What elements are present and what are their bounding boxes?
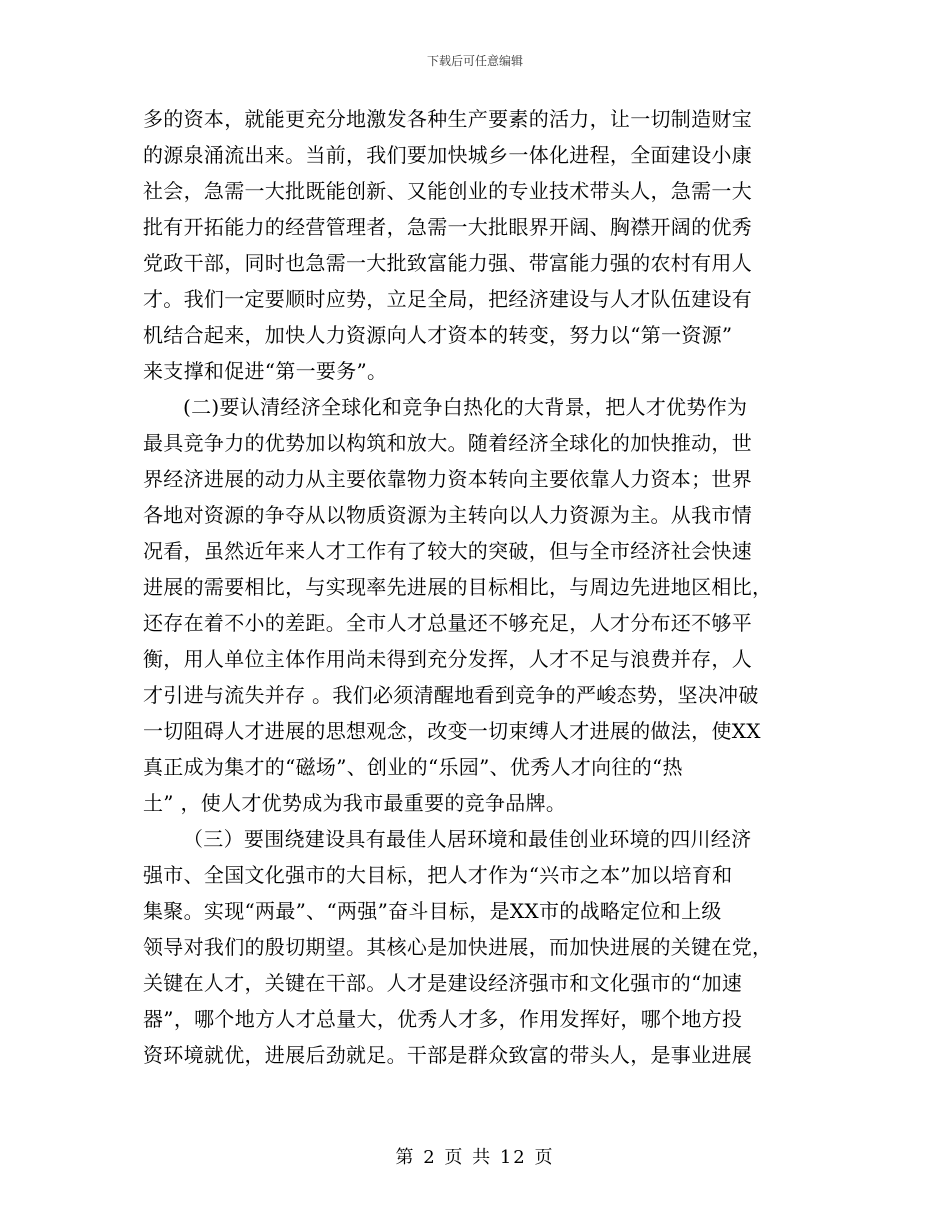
text-line: 进展的需要相比，与实现率先进展的目标相比，与周边先进地区相比， (143, 575, 773, 599)
text-line: 真正成为集才的“磁场”、创业的“乐园”、优秀人才向往的“热 (143, 755, 683, 779)
text-line: 衡，用人单位主体作用尚未得到充分发挥，人才不足与浪费并存，人 (143, 647, 752, 671)
text-line: 各地对资源的争夺从以物质资源为主转向以人力资源为主。从我市情 (143, 503, 752, 527)
page-number-footer: 第 2 页 共 12 页 (395, 1147, 555, 1168)
text-line: 党政干部，同时也急需一大批致富能力强、带富能力强的农村有用人 (143, 251, 752, 275)
text-line: 才引进与流失并存 。我们必须清醒地看到竞争的严峻态势，坚决冲破 (143, 683, 759, 707)
body-text (143, 101, 801, 1073)
paragraph-start-line: (二)要认清经济全球化和竞争白热化的大背景，把人才优势作为 (183, 395, 748, 419)
text-line: 社会，急需一大批既能创新、又能创业的专业技术带头人，急需一大 (143, 179, 752, 203)
text-line: 关键在人才，关键在干部。人才是建设经济强市和文化强市的“加速 (143, 971, 743, 995)
text-line: 器”，哪个地方人才总量大，优秀人才多，作用发挥好，哪个地方投 (143, 1007, 743, 1031)
text-line: 集聚。实现“两最”、“两强”奋斗目标，是XX市的战略定位和上级 (143, 899, 722, 923)
text-line: 领导对我们的殷切期望。其核心是加快进展，而加快进展的关键在党， (143, 935, 773, 959)
text-line: 界经济进展的动力从主要依靠物力资本转向主要依靠人力资本；世界 (143, 467, 752, 491)
text-line: 来支撑和促进“第一要务”。 (143, 359, 388, 383)
text-line: 多的资本，就能更充分地激发各种生产要素的活力，让一切制造财宝 (143, 107, 752, 131)
text-line: 才。我们一定要顺时应势，立足全局，把经济建设与人才队伍建设有 (143, 287, 752, 311)
text-line: 强市、全国文化强市的大目标，把人才作为“兴市之本”加以培育和 (143, 863, 733, 887)
text-line: 土” ，使人才优势成为我市最重要的竞争品牌。 (143, 791, 567, 815)
text-line: 资环境就优，进展后劲就足。干部是群众致富的带头人，是事业进展 (143, 1043, 752, 1067)
paragraph-start-line: （三）要围绕建设具有最佳人居环境和最佳创业环境的四川经济 (183, 827, 752, 851)
text-line: 况看，虽然近年来人才工作有了较大的突破，但与全市经济社会快速 (143, 539, 752, 563)
text-line: 还存在着不小的差距。全市人才总量还不够充足，人才分布还不够平 (143, 611, 752, 635)
text-line: 一切阻碍人才进展的思想观念，改变一切束缚人才进展的做法，使XX (143, 719, 761, 743)
text-line: 的源泉涌流出来。当前，我们要加快城乡一体化进程，全面建设小康 (143, 143, 752, 167)
text-line: 最具竞争力的优势加以构筑和放大。随着经济全球化的加快推动，世 (143, 431, 752, 455)
page-header: 下载后可任意编辑 (426, 54, 523, 68)
text-line: 批有开拓能力的经营管理者，急需一大批眼界开阔、胸襟开阔的优秀 (143, 215, 752, 239)
text-line: 机结合起来，加快人力资源向人才资本的转变，努力以“第一资源” (143, 323, 733, 347)
